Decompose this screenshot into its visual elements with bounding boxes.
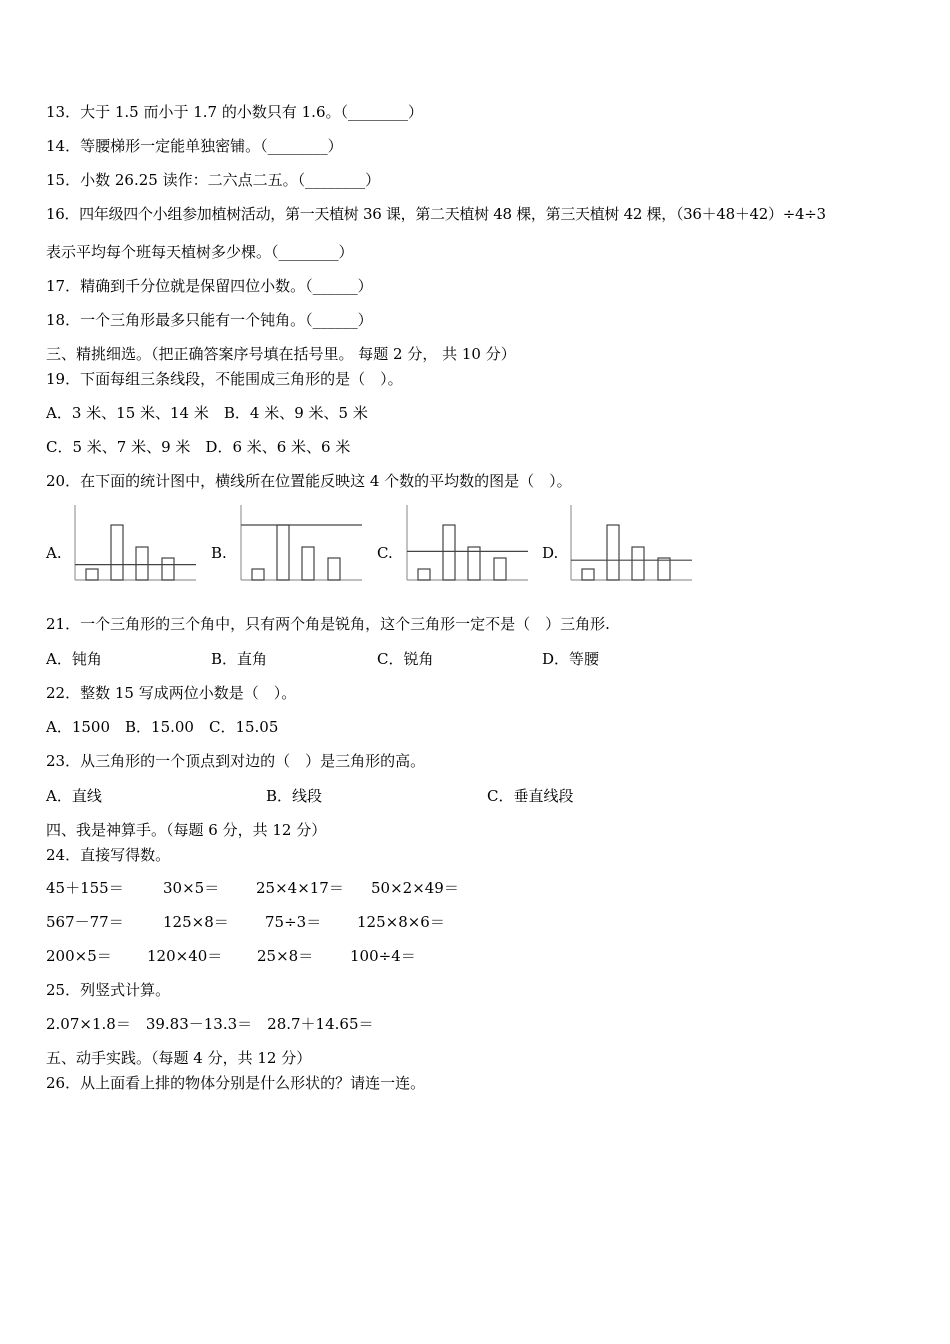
chart-bar (277, 525, 289, 580)
question-19-options-1: A．3 米、15 米、14 米 B．4 米、9 米、5 米 (46, 404, 368, 422)
chart-a (74, 505, 198, 583)
question-14: 14．等腰梯形一定能单独密铺。（________） (46, 137, 343, 155)
question-22: 22．整数 15 写成两位小数是（ ）。 (46, 684, 297, 702)
calc-item: 25×8＝ (257, 947, 314, 965)
chart-d-label: D. (542, 544, 559, 562)
question-21-option-c: C．锐角 (377, 650, 434, 668)
chart-d (570, 505, 694, 583)
question-25-items: 2.07×1.8＝ 39.83－13.3＝ 28.7＋14.65＝ (46, 1015, 374, 1033)
calc-item: 30×5＝ (163, 879, 220, 897)
question-13: 13．大于 1.5 而小于 1.7 的小数只有 1.6。（________） (46, 103, 423, 121)
chart-bar (328, 558, 340, 580)
question-20: 20．在下面的统计图中，横线所在位置能反映这 4 个数的平均数的图是（ ）。 (46, 472, 572, 490)
calc-item: 200×5＝ (46, 947, 112, 965)
calc-item: 75÷3＝ (265, 913, 322, 931)
chart-bar (136, 547, 148, 580)
question-23: 23．从三角形的一个顶点到对边的（ ）是三角形的高。 (46, 752, 426, 770)
calc-item: 25×4×17＝ (256, 879, 344, 897)
chart-bar (607, 525, 619, 580)
question-23-option-b: B．线段 (266, 787, 323, 805)
question-19-options-2: C．5 米、7 米、9 米 D．6 米、6 米、6 米 (46, 438, 351, 456)
chart-bar (658, 558, 670, 580)
question-23-option-c: C．垂直线段 (487, 787, 574, 805)
chart-bar (632, 547, 644, 580)
question-16-line1: 16．四年级四个小组参加植树活动，第一天植树 36 课，第二天植树 48 棵，第三天植树 42 棵，（36＋48＋42）÷4÷3 (46, 205, 826, 223)
calc-item: 125×8＝ (163, 913, 229, 931)
chart-a-label: A. (46, 544, 62, 562)
chart-bar (443, 525, 455, 580)
chart-bar (111, 525, 123, 580)
question-17: 17．精确到千分位就是保留四位小数。（______） (46, 277, 373, 295)
chart-bar (418, 569, 430, 580)
question-15: 15．小数 26.25 读作：二六点二五。（________） (46, 171, 381, 189)
calc-item: 125×8×6＝ (357, 913, 445, 931)
chart-bar (86, 569, 98, 580)
chart-bar (582, 569, 594, 580)
question-23-option-a: A．直线 (46, 787, 102, 805)
question-16-line2: 表示平均每个班每天植树多少棵。（________） (46, 243, 354, 261)
question-21-option-d: D．等腰 (542, 650, 600, 668)
question-24: 24．直接写得数。 (46, 846, 171, 864)
calc-item: 120×40＝ (147, 947, 223, 965)
chart-bar (252, 569, 264, 580)
chart-b-label: B. (211, 544, 227, 562)
chart-bar (162, 558, 174, 580)
question-25: 25．列竖式计算。 (46, 981, 171, 999)
chart-bar (302, 547, 314, 580)
question-21: 21．一个三角形的三个角中，只有两个角是锐角，这个三角形一定不是（ ）三角形. (46, 615, 610, 633)
calc-item: 100÷4＝ (350, 947, 416, 965)
section-5-heading: 五、动手实践。（每题 4 分，共 12 分） (46, 1049, 312, 1067)
calc-item: 50×2×49＝ (371, 879, 459, 897)
calc-item: 567－77＝ (46, 913, 124, 931)
question-21-option-b: B．直角 (211, 650, 268, 668)
chart-bar (494, 558, 506, 580)
chart-c (406, 505, 530, 583)
chart-b (240, 505, 364, 583)
section-4-heading: 四、我是神算手。（每题 6 分，共 12 分） (46, 821, 327, 839)
chart-c-label: C. (377, 544, 393, 562)
section-3-heading: 三、精挑细选。（把正确答案序号填在括号里。 每题 2 分， 共 10 分） (46, 345, 516, 363)
question-19: 19．下面每组三条线段，不能围成三角形的是（ ）。 (46, 370, 403, 388)
question-18: 18．一个三角形最多只能有一个钝角。（______） (46, 311, 373, 329)
question-26: 26．从上面看上排的物体分别是什么形状的？请连一连。 (46, 1074, 426, 1092)
question-22-options: A．1500 B．15.00 C．15.05 (46, 718, 279, 736)
question-21-option-a: A．钝角 (46, 650, 102, 668)
calc-item: 45＋155＝ (46, 879, 124, 897)
